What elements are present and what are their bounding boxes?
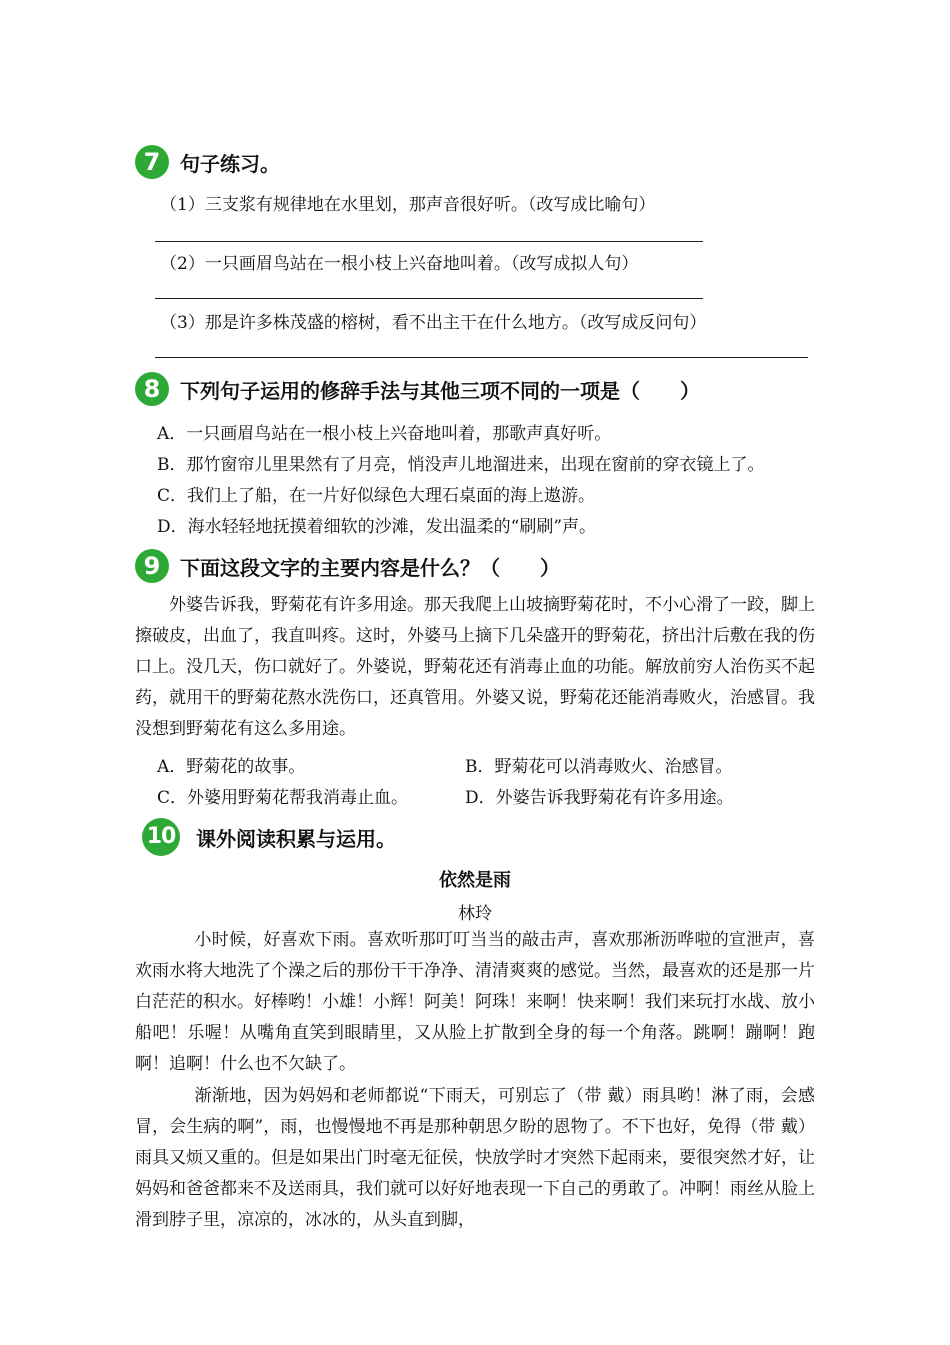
exercise-item: （1）三支浆有规律地在水里划，那声音很好听。（改写成比喻句） [160, 195, 656, 215]
article-paragraph: 小时候，好喜欢下雨。喜欢听那叮叮当当的敲击声，喜欢那淅沥哗啦的宣泄声，喜欢雨水将大地洗了个澡之后的那份干干净净、清清爽爽的感觉。当然，最喜欢的还是那一片白茫茫的积水。好棒哟！小雄！小辉！阿美！阿珠！来啊！快来啊！我们来玩打水战、放小船吧！乐喔！从嘴角直笑到眼睛里，又从脸上扩散到全身的每一个角落。跳啊！蹦啊！跑啊！追啊！什么也不欠缺了。 [135, 930, 815, 1074]
article-author: 林玲 [458, 904, 492, 924]
choice-option: D．海水轻轻地抚摸着细软的沙滩，发出温柔的“刷刷”声。 [157, 517, 597, 537]
article-paragraph: 渐渐地，因为妈妈和老师都说“下雨天，可别忘了（带 戴）雨具哟！淋了雨，会感冒，会生病的啊”，雨，也慢慢地不再是那种朝思夕盼的恩物了。不下也好，免得（带 戴）雨具又烦又重的。但是如果出门时毫无征侯，快放学时才突然下起雨来，要很突然才好，让妈妈和爸爸都来不及送雨具，我们就可以好好地表现一下自己的勇敢了。冲啊！雨丝从脸上滑到脖子里，凉凉的，冰冰的，从头直到脚， [135, 1086, 815, 1230]
choice-option: B．那竹窗帘儿里果然有了月亮，悄没声儿地溜进来，出现在窗前的穿衣镜上了。 [157, 455, 765, 475]
exercise-item: （3）那是许多株茂盛的榕树，看不出主干在什么地方。（改写成反问句） [160, 313, 707, 333]
choice-option: C．外婆用野菊花帮我消毒止血。 [157, 788, 409, 808]
exercise-item: （2）一只画眉鸟站在一根小枝上兴奋地叫着。（改写成拟人句） [160, 254, 639, 274]
choice-option: C．我们上了船，在一片好似绿色大理石桌面的海上遨游。 [157, 486, 596, 506]
question-number-badge: 10 [142, 818, 180, 856]
question-title: 课外阅读积累与运用。 [196, 827, 396, 851]
question-title: 下面这段文字的主要内容是什么？（ ） [180, 556, 560, 580]
question-number-badge: 7 [135, 145, 169, 179]
reading-passage: 外婆告诉我，野菊花有许多用途。那天我爬上山坡摘野菊花时，不小心滑了一跤，脚上擦破皮，出血了，我直叫疼。这时，外婆马上摘下几朵盛开的野菊花，挤出汁后敷在我的伤口上。没几天，伤口就好了。外婆说，野菊花还有消毒止血的功能。解放前穷人治伤买不起药，就用干的野菊花熬水洗伤口，还真管用。外婆又说，野菊花还能消毒败火，治感冒。我没想到野菊花有这么多用途。 [135, 595, 815, 739]
answer-line[interactable] [155, 298, 703, 299]
question-number-badge: 8 [135, 372, 169, 406]
answer-line[interactable] [155, 357, 808, 358]
question-title: 句子练习。 [180, 152, 280, 176]
choice-option: A．一只画眉鸟站在一根小枝上兴奋地叫着，那歌声真好听。 [157, 424, 612, 444]
choice-option: A．野菊花的故事。 [157, 757, 306, 777]
question-number-badge: 9 [135, 549, 169, 583]
choice-option: B．野菊花可以消毒败火、治感冒。 [465, 757, 733, 777]
choice-option: D．外婆告诉我野菊花有许多用途。 [465, 788, 734, 808]
article-title: 依然是雨 [439, 870, 511, 891]
answer-line[interactable] [155, 241, 703, 242]
question-title: 下列句子运用的修辞手法与其他三项不同的一项是（ ） [180, 379, 700, 403]
